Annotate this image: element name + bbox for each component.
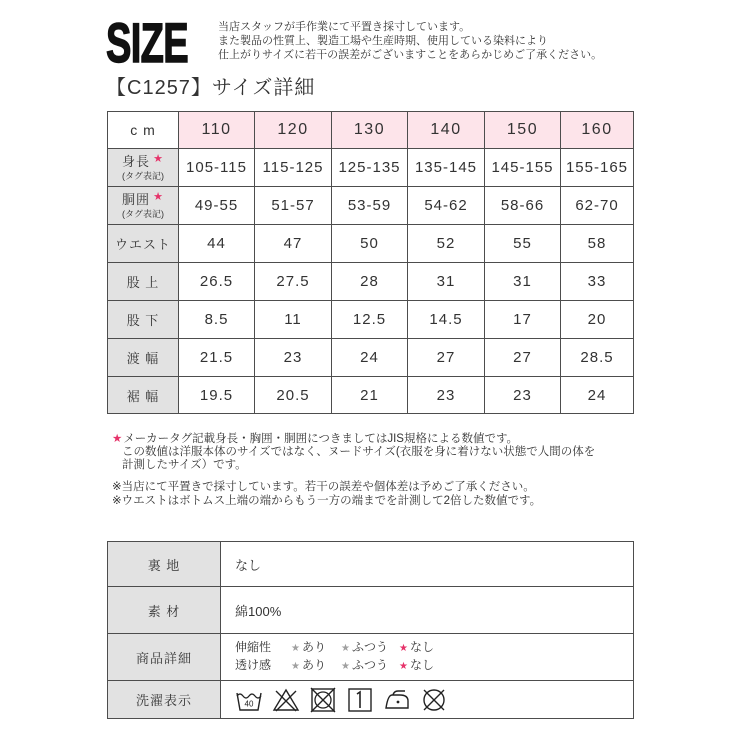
iron-low-icon [383,687,411,713]
table-cell: 14.5 [408,301,485,339]
measurement-remarks [112,480,541,508]
option-label: あり [301,640,326,654]
cross-mark [424,690,444,710]
row-sublabel: (タグ表記) [122,170,164,181]
table-row-waist [108,225,634,263]
star-icon: ★ [291,661,300,672]
detail-row-product-details [108,634,634,681]
row-label-text: 身長 [122,153,151,169]
option-label: あり [301,658,326,672]
star-icon: ★ [399,661,408,672]
attribute-name: 透け感 [235,658,272,672]
no-bleach-icon [272,687,300,713]
row-label-text: 胴囲 [122,191,151,207]
note-line: 計測したサイズ）です。 [122,459,247,471]
table-cell: 31 [485,263,561,301]
row-label-height [108,149,179,187]
care-symbols [221,681,634,719]
table-cell: 24 [561,377,634,414]
row-sublabel: (タグ表記) [122,208,164,219]
table-cell: 21 [332,377,408,414]
size-header-cell: 130 [332,112,408,149]
line-dry-icon [346,687,374,713]
attribute-name: 伸縮性 [235,640,272,654]
table-row-inseam [108,301,634,339]
size-header-cell: 150 [485,112,561,149]
table-cell: 8.5 [179,301,255,339]
notice-line: また製品の性質上、製造工場や生産時期、使用している染料により [218,35,548,47]
detail-label: 洗濯表示 [108,681,221,719]
table-cell: 155-165 [561,149,634,187]
table-row-chest [108,187,634,225]
note-line: ※当店にて平置きで採寸しています。若干の誤差や個体差は予めご了承ください。 [112,481,535,493]
table-cell: 31 [408,263,485,301]
unit-header-cell: c m [108,112,179,149]
option-item [341,657,399,675]
table-cell: 53-59 [332,187,408,225]
table-cell: 24 [332,339,408,377]
table-cell: 115-125 [255,149,332,187]
table-row-height [108,149,634,187]
row-label-main [108,192,178,209]
size-header-cell: 110 [179,112,255,149]
star-icon: ★ [341,661,350,672]
table-cell: 27 [408,339,485,377]
size-logo: SIZE [106,11,188,74]
measurement-notice [218,20,602,62]
row-label-main [108,154,178,171]
table-cell: 28 [332,263,408,301]
attribute-stretch [235,639,633,657]
wash-40-icon [235,687,263,713]
star-icon: ★ [341,643,350,654]
table-row-hem-width [108,377,634,414]
star-icon: ★ [153,152,164,165]
option-label: なし [409,658,434,672]
table-cell: 11 [255,301,332,339]
row-label-rise: 股 上 [108,263,179,301]
table-row-rise [108,263,634,301]
notice-line: 当店スタッフが手作業にて平置き採寸しています。 [218,21,471,33]
table-cell: 50 [332,225,408,263]
detail-row-material [108,587,634,634]
table-cell: 12.5 [332,301,408,339]
table-cell: 20.5 [255,377,332,414]
table-cell: 26.5 [179,263,255,301]
row-label-thigh-width: 渡 幅 [108,339,179,377]
table-cell: 27.5 [255,263,332,301]
temperature-dot [397,700,400,703]
table-cell: 51-57 [255,187,332,225]
table-cell: 125-135 [332,149,408,187]
table-cell: 20 [561,301,634,339]
table-cell: 145-155 [485,149,561,187]
no-dry-clean-icon [420,687,448,713]
table-cell: 49-55 [179,187,255,225]
table-cell: 21.5 [179,339,255,377]
table-cell: 55 [485,225,561,263]
no-tumble-dry-icon [309,687,337,713]
note-line [112,433,595,446]
row-label-girth [108,187,179,225]
wash-40-icon [235,687,263,713]
wash-temperature-label: 40 [244,699,254,708]
water-wave [237,694,261,698]
option-item-selected [399,657,434,675]
table-cell: 44 [179,225,255,263]
star-icon: ★ [291,643,300,654]
table-cell: 28.5 [561,339,634,377]
table-cell: 23 [408,377,485,414]
option-item [291,639,341,657]
table-cell: 135-145 [408,149,485,187]
detail-label: 裏 地 [108,542,221,587]
no-bleach-icon [272,687,300,713]
size-table [107,111,634,414]
table-cell: 58-66 [485,187,561,225]
table-cell: 54-62 [408,187,485,225]
note-line: この数値は洋服本体のサイズではなく、ヌードサイズ(衣服を身に着けない状態で人間の体を [122,446,596,458]
no-dry-clean-icon [420,687,448,713]
star-icon: ★ [112,433,123,445]
attribute-sheerness [235,657,633,675]
detail-label: 素 材 [108,587,221,634]
option-label: ふつう [351,640,388,654]
size-header-cell: 120 [255,112,332,149]
detail-value [221,634,634,681]
table-cell: 27 [485,339,561,377]
size-header-row [108,112,634,149]
option-label: ふつう [351,658,388,672]
jis-note [112,433,595,472]
option-label: なし [409,640,434,654]
row-label-inseam: 股 下 [108,301,179,339]
table-cell: 62-70 [561,187,634,225]
table-cell: 47 [255,225,332,263]
table-cell: 33 [561,263,634,301]
row-label-hem-width: 裾 幅 [108,377,179,414]
option-item-selected [399,639,434,657]
table-cell: 58 [561,225,634,263]
option-item [291,657,341,675]
line-dry-icon [346,687,374,713]
row-label-waist: ウエスト [108,225,179,263]
page-title: 【C1257】サイズ詳細 [106,77,316,99]
table-row-thigh-width [108,339,634,377]
note-text: メーカータグ記載身長・胸囲・胴囲につきましてはJIS規格による数値です。 [123,433,519,445]
notes-section [112,433,596,507]
table-cell: 52 [408,225,485,263]
note-line: ※ウエストはボトムス上端の端からもう一方の端までを計測して2倍した数値です。 [112,495,542,507]
product-detail-table [107,541,634,719]
detail-row-care [108,681,634,719]
detail-row-lining [108,542,634,587]
detail-value: なし [221,542,634,587]
detail-label: 商品詳細 [108,634,221,681]
no-tumble-dry-icon [309,687,337,713]
table-cell: 23 [255,339,332,377]
option-item [341,639,399,657]
table-cell: 19.5 [179,377,255,414]
vertical-line [357,692,360,708]
notice-line: 仕上がりサイズに若干の誤差がございますことをあらかじめご了承ください。 [218,49,603,61]
star-icon: ★ [153,190,164,203]
star-icon: ★ [399,643,408,654]
detail-value: 綿100% [221,587,634,634]
table-cell: 17 [485,301,561,339]
table-cell: 23 [485,377,561,414]
size-header-cell: 160 [561,112,634,149]
size-header-cell: 140 [408,112,485,149]
iron-low-icon [383,687,411,713]
table-cell: 105-115 [179,149,255,187]
